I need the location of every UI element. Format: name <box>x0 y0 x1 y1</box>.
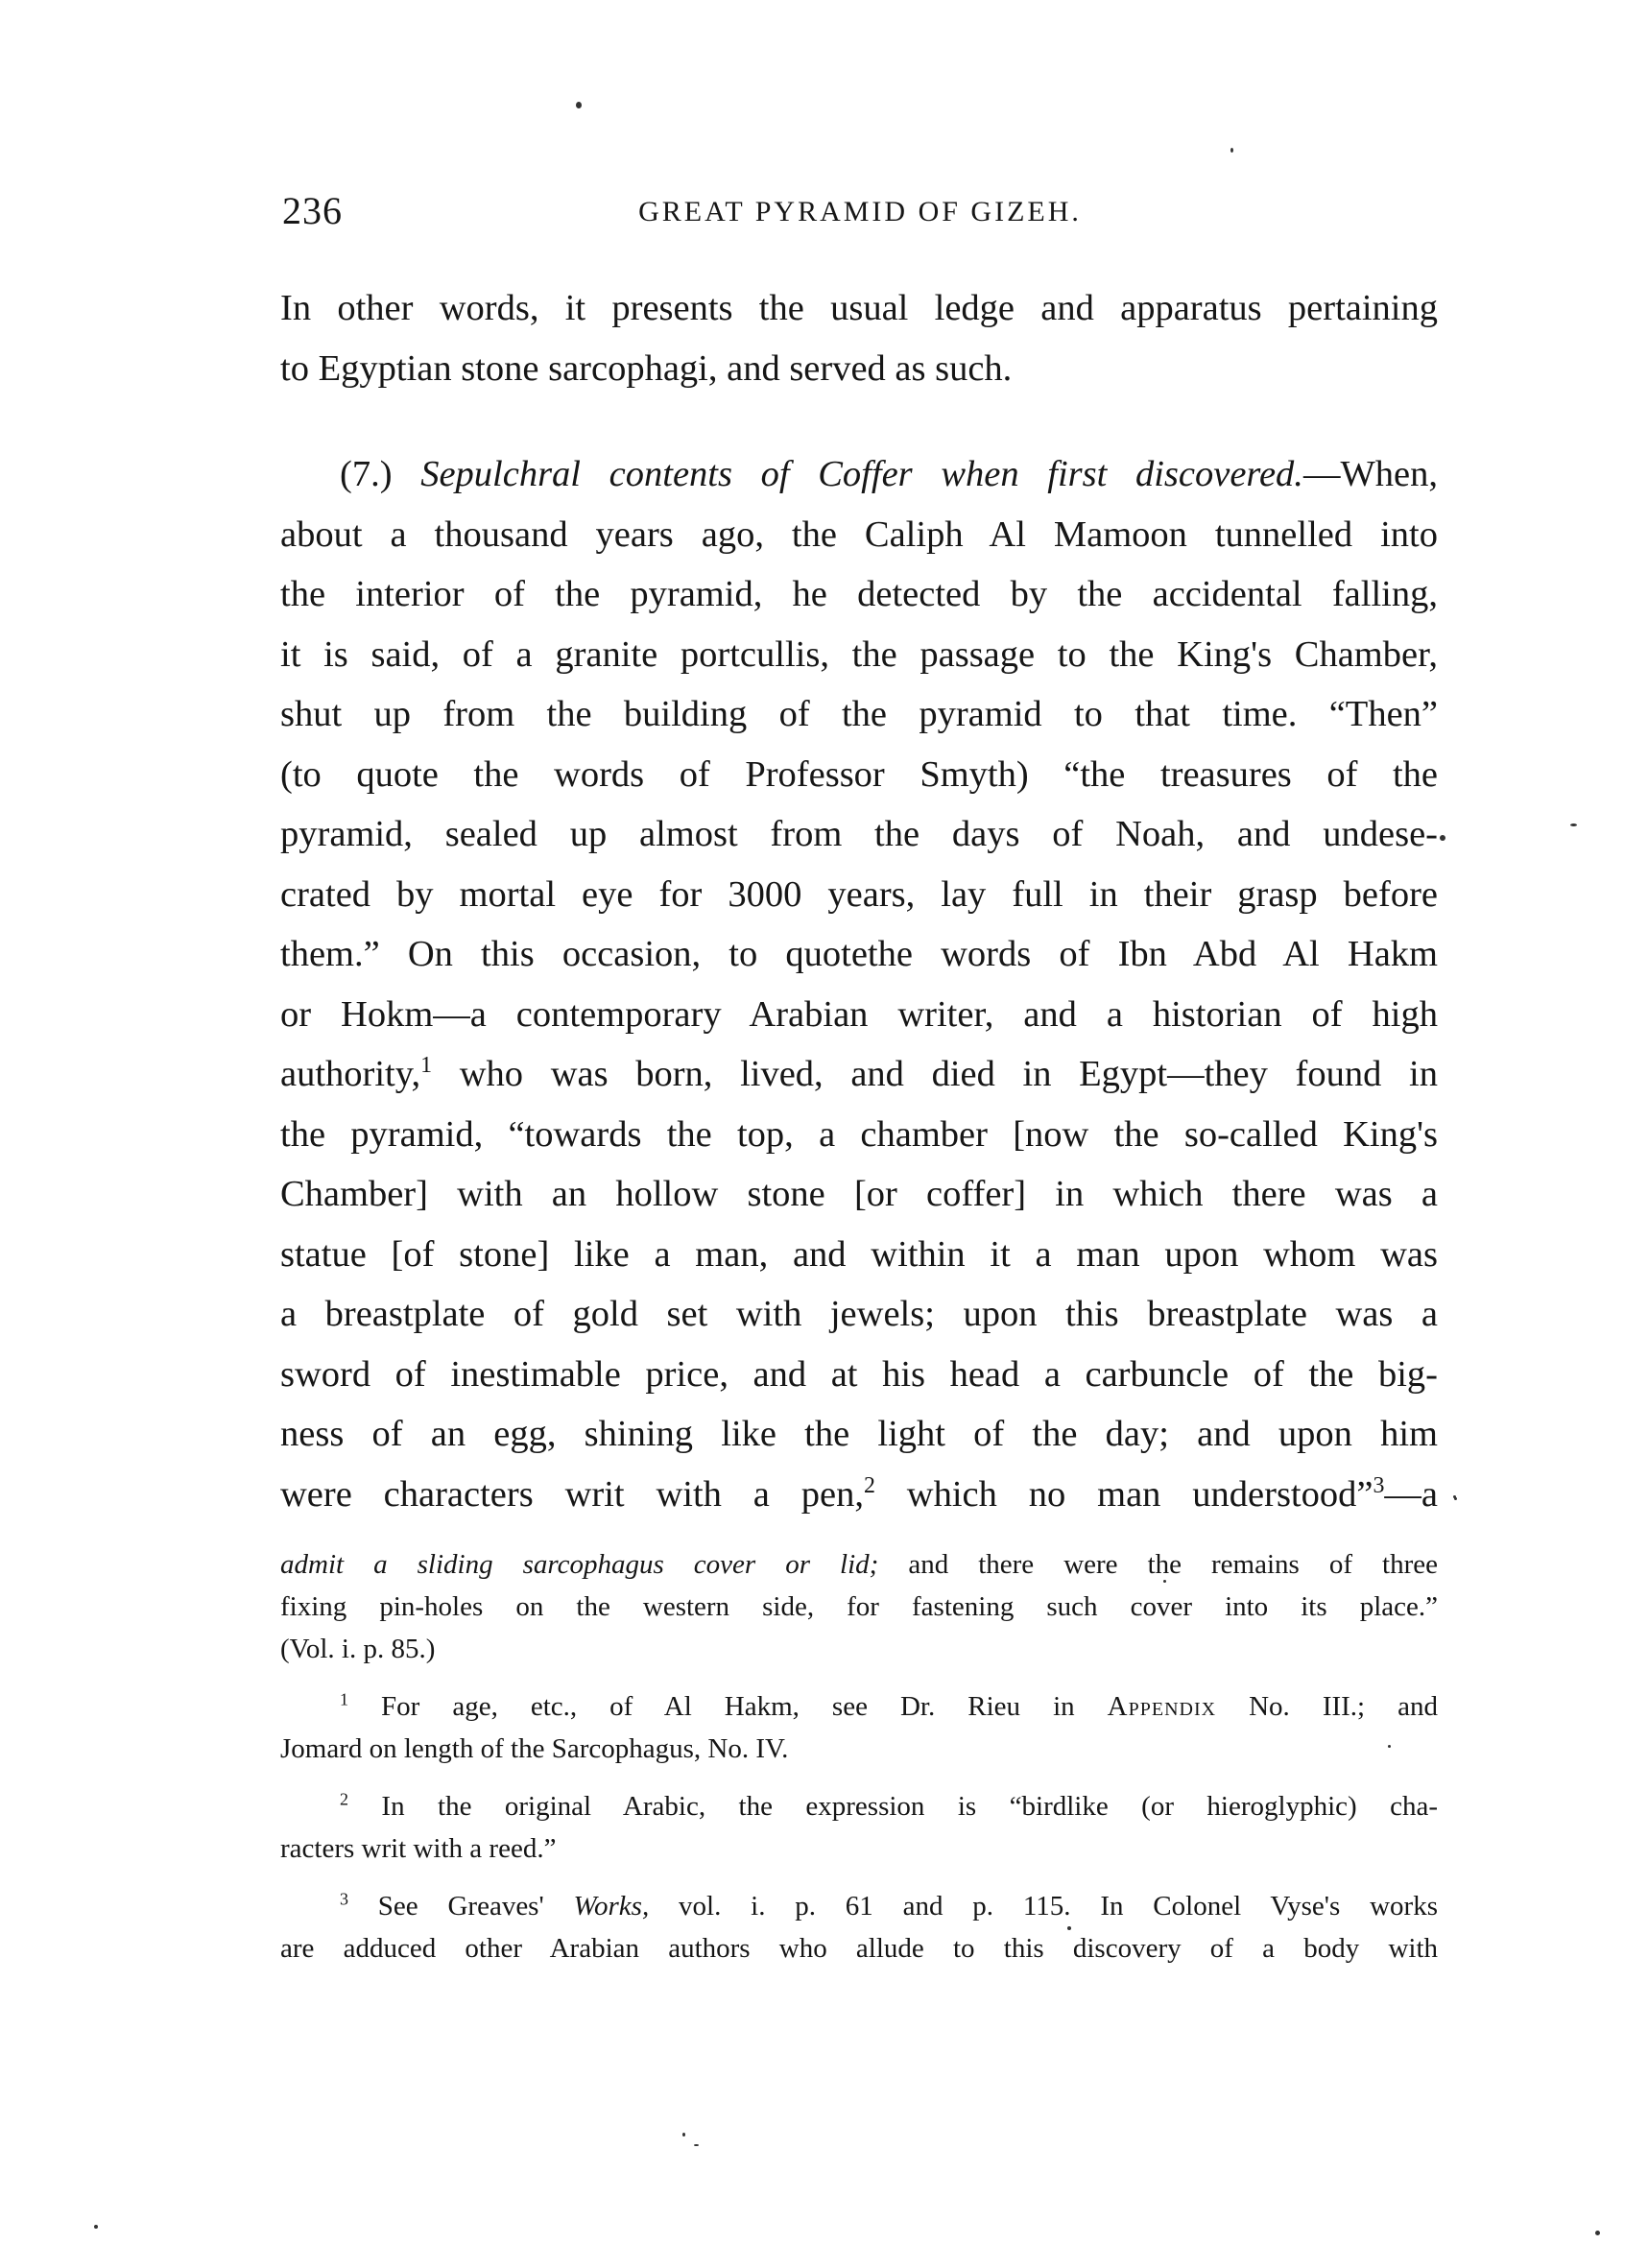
footnote-ref: 1 <box>420 1053 433 1079</box>
footnote-line: are adduced other Arabian authors who allude to this discovery of a body with <box>280 1933 1438 1964</box>
text-line: pyramid, sealed up almost from the days of Noah, and undese- <box>280 814 1438 854</box>
footnote-1 <box>280 1685 1438 1770</box>
text-fragment: For age, etc., of Al Hakm, see Dr. Rieu in <box>347 1691 1108 1722</box>
text-fragment: Works, <box>573 1891 650 1922</box>
text-fragment: admit a sliding sarcophagus cover or lid; <box>280 1549 879 1580</box>
footnote-line <box>280 1543 1438 1586</box>
text-line: it is said, of a granite portcullis, the passage to the King's Chamber, <box>280 633 1438 675</box>
text-line: ness of an egg, shining like the light of the day; and upon him <box>280 1414 1438 1454</box>
text-line: shut up from the building of the pyramid to that time. “Then” <box>280 694 1438 734</box>
page-number: 236 <box>282 189 343 232</box>
text-fragment: —When, <box>1302 454 1438 494</box>
text-line: Chamber] with an hollow stone [or coffer] in which there was a <box>280 1174 1438 1214</box>
footnote-line <box>280 1885 1438 1927</box>
section-number: (7.) <box>340 454 393 494</box>
footnote-line: fixing pin-holes on the western side, for fastening such cover into its place.” <box>280 1591 1438 1622</box>
text-line: the pyramid, “towards the top, a chamber [now the so-called King's <box>280 1113 1438 1155</box>
text-fragment: were characters writ with a pen, <box>280 1473 864 1515</box>
text-fragment: See Greaves' <box>347 1891 574 1922</box>
running-title: GREAT PYRAMID OF GIZEH. <box>638 196 1082 227</box>
text-fragment: and there were the remains of three <box>878 1549 1438 1580</box>
footnote-line <box>280 1785 1438 1827</box>
text-fragment: which no man understood” <box>874 1473 1373 1515</box>
scan-speck <box>94 2225 98 2229</box>
text-line: to Egyptian stone sarcophagi, and served as such. <box>280 347 1013 389</box>
text-line <box>280 1044 1438 1105</box>
footnote-continued <box>280 1543 1438 1670</box>
footnote-marker: 3 <box>340 1889 348 1909</box>
text-line: (to quote the words of Professor Smyth) “the treasures of the <box>280 753 1438 795</box>
text-line: crated by mortal eye for 3000 years, lay full in their grasp before <box>280 873 1438 915</box>
page-header <box>282 188 1438 246</box>
footnote-line: (Vol. i. p. 85.) <box>280 1634 436 1664</box>
scan-speck <box>1570 824 1577 826</box>
text-fragment: —a <box>1384 1473 1438 1515</box>
text-line <box>280 444 1438 505</box>
text-line: sword of inestimable price, and at his head a carbuncle of the big- <box>280 1353 1438 1395</box>
text-line: or Hokm—a contemporary Arabian writer, and a historian of high <box>280 993 1438 1035</box>
scan-speck <box>1595 2231 1600 2235</box>
text-line: the interior of the pyramid, he detected by the accidental falling, <box>280 574 1438 614</box>
text-line: about a thousand years ago, the Caliph Al Mamoon tunnelled into <box>280 513 1438 555</box>
text-fragment: In the original Arabic, the expression is “birdlike (or hieroglyphic) cha- <box>347 1791 1438 1822</box>
footnote-line: Jomard on length of the Sarcophagus, No. IV. <box>280 1733 789 1764</box>
footnote-marker: 2 <box>340 1789 348 1809</box>
footnotes <box>280 1543 1438 1970</box>
footnote-2 <box>280 1785 1438 1870</box>
scan-speck <box>1388 1745 1391 1748</box>
text-fragment: vol. i. p. 61 and p. 115. In Colonel Vyse's works <box>649 1891 1438 1922</box>
text-line: them.” On this occasion, to quotethe words of Ibn Abd Al Hakm <box>280 934 1438 974</box>
text-fragment: Appendix <box>1107 1691 1217 1722</box>
body-text <box>280 278 1438 1524</box>
text-fragment: authority, <box>280 1054 421 1094</box>
text-fragment: who was born, lived, and died in Egypt—they found in <box>432 1054 1438 1094</box>
text-line: statue [of stone] like a man, and within it a man upon whom was <box>280 1233 1438 1275</box>
text-line <box>280 1465 1438 1525</box>
footnote-marker: 1 <box>340 1689 348 1709</box>
scan-speck <box>1454 1497 1457 1500</box>
footnote-line <box>280 1685 1438 1728</box>
scan-speck <box>1067 1926 1071 1930</box>
footnote-ref: 2 <box>863 1472 875 1498</box>
footnote-ref: 3 <box>1373 1472 1385 1498</box>
scan-speck <box>1230 148 1233 153</box>
footnote-3 <box>280 1885 1438 1970</box>
scan-speck <box>694 2144 699 2146</box>
scan-speck <box>682 2133 685 2137</box>
text-line: a breastplate of gold set with jewels; upon this breastplate was a <box>280 1294 1438 1334</box>
scan-speck <box>1440 835 1445 841</box>
footnote-line: racters writ with a reed.” <box>280 1833 557 1864</box>
section-title: Sepulchral contents of Coffer when first discovered. <box>420 454 1303 494</box>
text-line: In other words, it presents the usual ledge and apparatus pertaining <box>280 288 1438 328</box>
text-fragment: No. III.; and <box>1216 1691 1439 1722</box>
scan-speck <box>576 102 582 108</box>
scan-speck <box>1163 1580 1166 1583</box>
